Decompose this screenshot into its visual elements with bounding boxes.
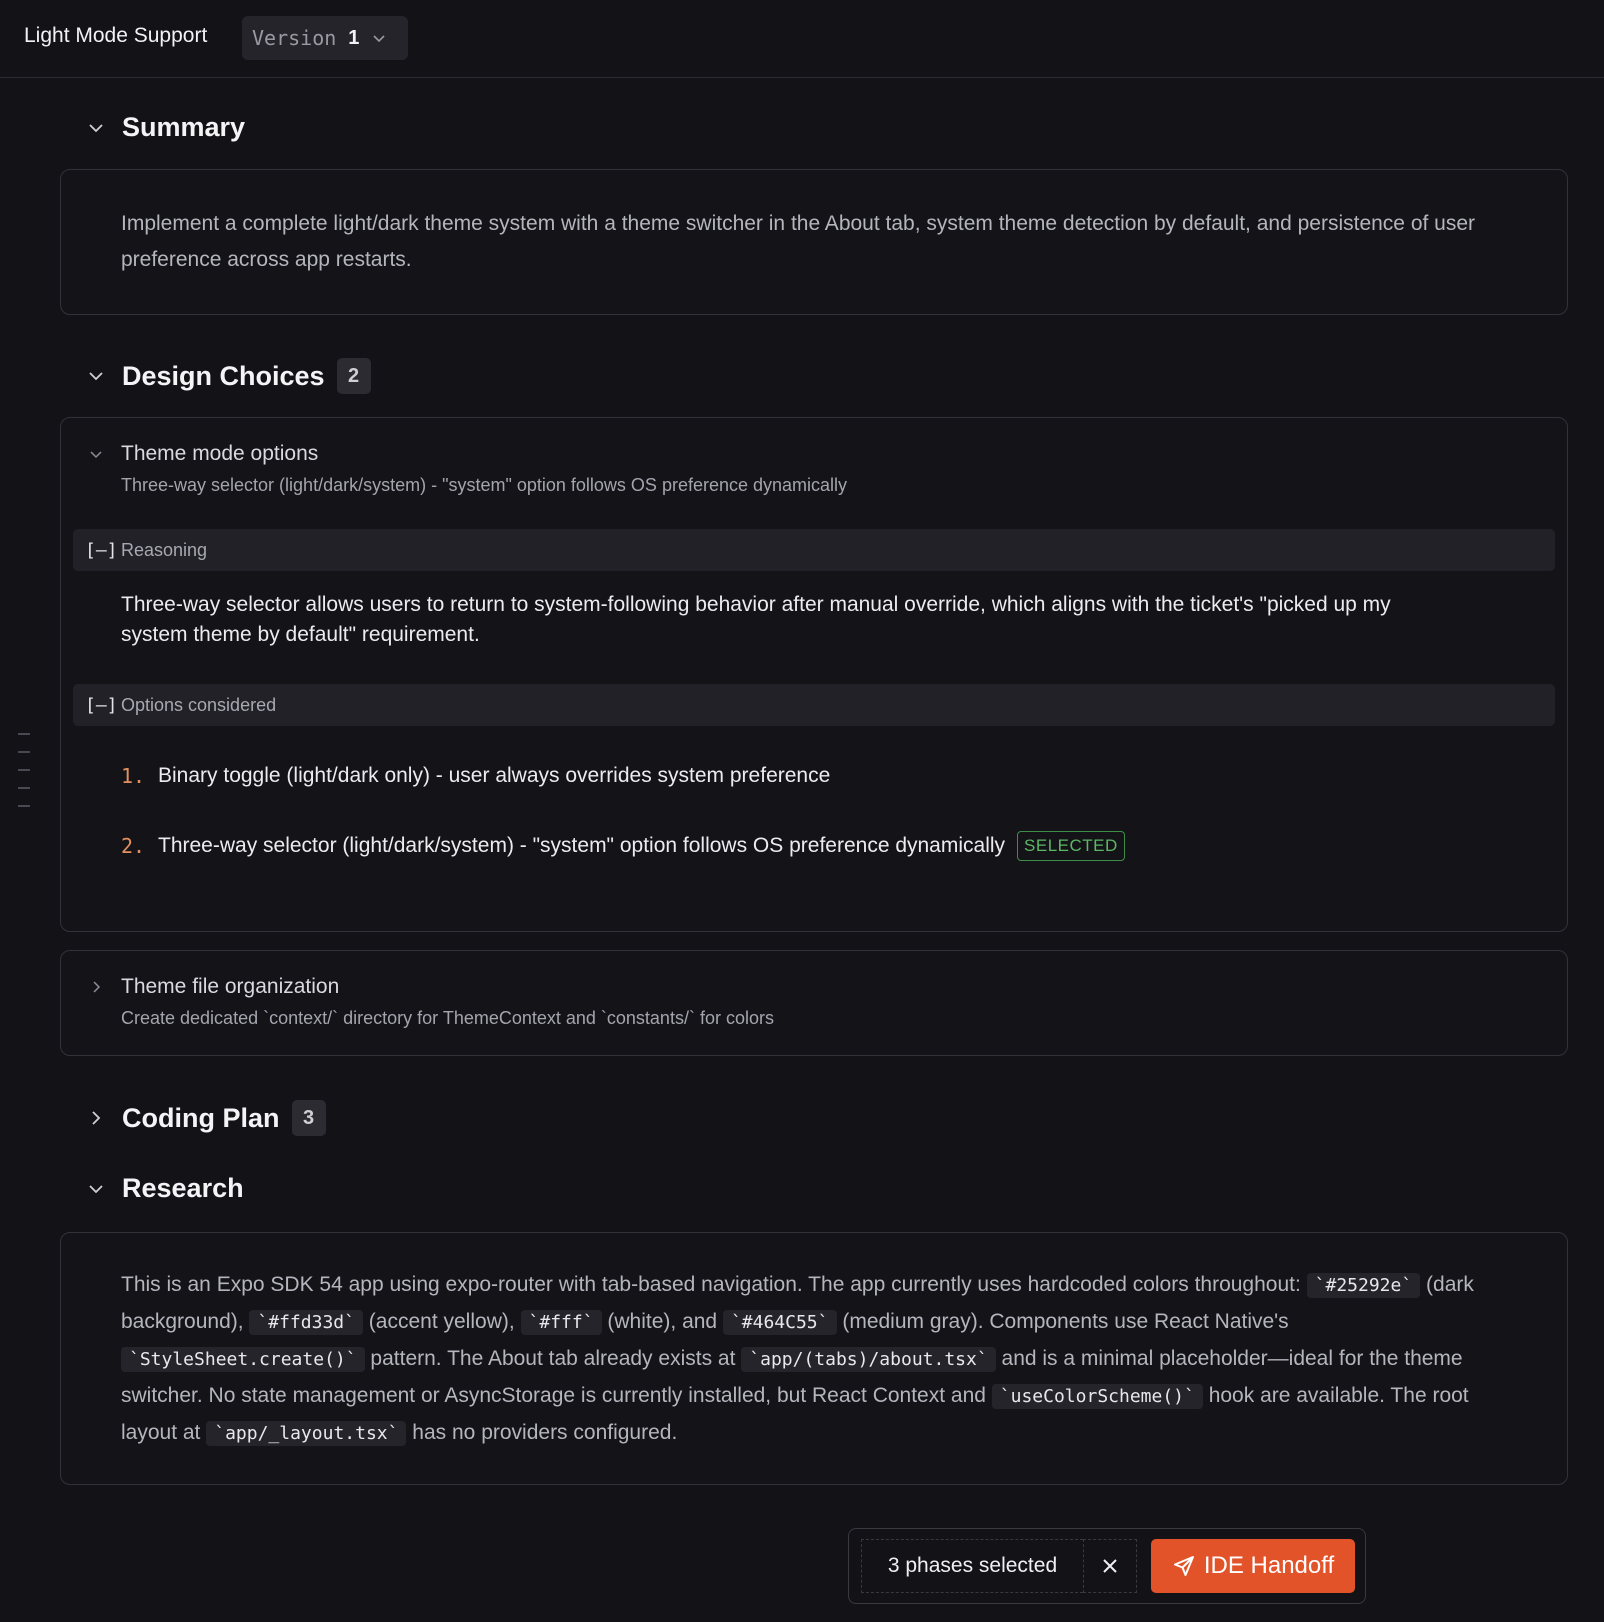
option-text: Binary toggle (light/dark only) - user always overrides system preference — [158, 764, 831, 787]
research-text-part: (white), and — [601, 1310, 723, 1333]
code-snippet: `app/_layout.tsx` — [206, 1421, 406, 1446]
design-choices-section-header[interactable] — [86, 358, 371, 394]
options-label: Options considered — [121, 694, 277, 715]
design-choice-description: Create dedicated `context/` directory for ThemeContext and `constants/` for colors — [121, 1008, 774, 1028]
code-snippet: `#25292e` — [1307, 1273, 1421, 1298]
research-text-part: (accent yellow), — [362, 1310, 521, 1333]
rail-tick — [18, 805, 30, 807]
chevron-down-icon — [86, 1179, 106, 1199]
selected-badge: SELECTED — [1017, 831, 1125, 861]
code-snippet: `#ffd33d` — [249, 1310, 363, 1335]
design-choice-header[interactable] — [87, 975, 339, 999]
scroll-rail[interactable] — [18, 733, 30, 823]
options-toggle-bar[interactable] — [73, 684, 1555, 726]
design-choice-title: Theme file organization — [121, 975, 340, 998]
rail-tick — [18, 787, 30, 789]
clear-selection-button[interactable] — [1083, 1539, 1137, 1593]
chevron-down-icon — [86, 118, 106, 138]
research-text-part: pattern. The About tab already exists at — [364, 1347, 742, 1370]
page-title: Light Mode Support — [24, 24, 208, 47]
version-label: Version — [252, 26, 337, 50]
selection-action-bar — [848, 1528, 1366, 1604]
research-text — [121, 1267, 1521, 1452]
code-snippet: `#464C55` — [723, 1310, 837, 1335]
collapse-toggle: [–] — [85, 694, 118, 716]
design-choice-header[interactable] — [87, 442, 318, 466]
option-number: 1. — [121, 764, 146, 788]
summary-text: Implement a complete light/dark theme system with a theme switcher in the About tab, system theme detection by default, and persistence of user preference across app restarts. — [121, 212, 1476, 271]
design-choices-title: Design Choices — [122, 360, 325, 391]
research-text-part: has no providers configured. — [406, 1421, 678, 1444]
code-snippet: `#fff` — [521, 1310, 602, 1335]
count-badge: 3 — [292, 1100, 326, 1136]
summary-section-header[interactable] — [86, 112, 245, 143]
chevron-down-icon — [371, 30, 387, 46]
version-dropdown[interactable] — [242, 16, 408, 60]
count-badge: 2 — [337, 358, 371, 394]
design-choice-card[interactable] — [60, 950, 1568, 1056]
phases-selected-count: 3 phases selected — [861, 1539, 1083, 1593]
research-text-part: (dark background), — [121, 1273, 1474, 1333]
collapse-toggle: [–] — [85, 539, 118, 561]
research-text-part: (medium gray). Components use React Native's — [836, 1310, 1289, 1333]
close-icon — [1101, 1557, 1119, 1575]
research-card — [60, 1232, 1568, 1485]
version-value: 1 — [348, 26, 360, 49]
summary-card — [60, 169, 1568, 315]
research-title: Research — [122, 1173, 244, 1203]
chevron-right-icon — [87, 978, 105, 996]
coding-plan-title: Coding Plan — [122, 1102, 280, 1133]
option-text: Three-way selector (light/dark/system) - "system" option follows OS preference dynamically — [158, 834, 1006, 857]
chevron-down-icon — [86, 366, 106, 386]
code-snippet: `useColorScheme()` — [992, 1384, 1203, 1409]
research-text-part: and is a minimal placeholder—ideal for the theme switcher. No state management or AsyncStorage is currently installed, but React Context and — [121, 1347, 1463, 1407]
design-choice-card — [60, 417, 1568, 932]
reasoning-text: Three-way selector allows users to return to system-following behavior after manual override, which aligns with the ticket's "picked up my system theme by default" requirement. — [121, 593, 1391, 646]
chevron-right-icon — [86, 1108, 106, 1128]
chevron-down-icon — [87, 445, 105, 463]
rail-tick — [18, 751, 30, 753]
reasoning-label: Reasoning — [121, 539, 208, 560]
code-snippet: `StyleSheet.create()` — [121, 1347, 365, 1372]
design-choice-description: Three-way selector (light/dark/system) - "system" option follows OS preference dynamically — [121, 475, 848, 495]
summary-title: Summary — [122, 112, 246, 142]
research-text-part: This is an Expo SDK 54 app using expo-router with tab-based navigation. The app currently uses hardcoded colors throughout: — [121, 1273, 1307, 1296]
list-item — [121, 831, 1125, 861]
rail-tick — [18, 769, 30, 771]
code-snippet: `app/(tabs)/about.tsx` — [741, 1347, 995, 1372]
coding-plan-section-header[interactable] — [86, 1100, 326, 1136]
ide-handoff-button[interactable] — [1151, 1539, 1355, 1593]
rail-tick — [18, 733, 30, 735]
send-icon — [1172, 1554, 1196, 1578]
list-item — [121, 764, 830, 788]
reasoning-toggle-bar[interactable] — [73, 529, 1555, 571]
option-number: 2. — [121, 834, 146, 858]
ide-handoff-label: IDE Handoff — [1203, 1552, 1335, 1579]
top-bar — [0, 0, 1604, 78]
research-section-header[interactable] — [86, 1173, 244, 1204]
design-choice-title: Theme mode options — [121, 442, 319, 465]
research-text-part: hook are available. The root layout at — [121, 1384, 1469, 1444]
